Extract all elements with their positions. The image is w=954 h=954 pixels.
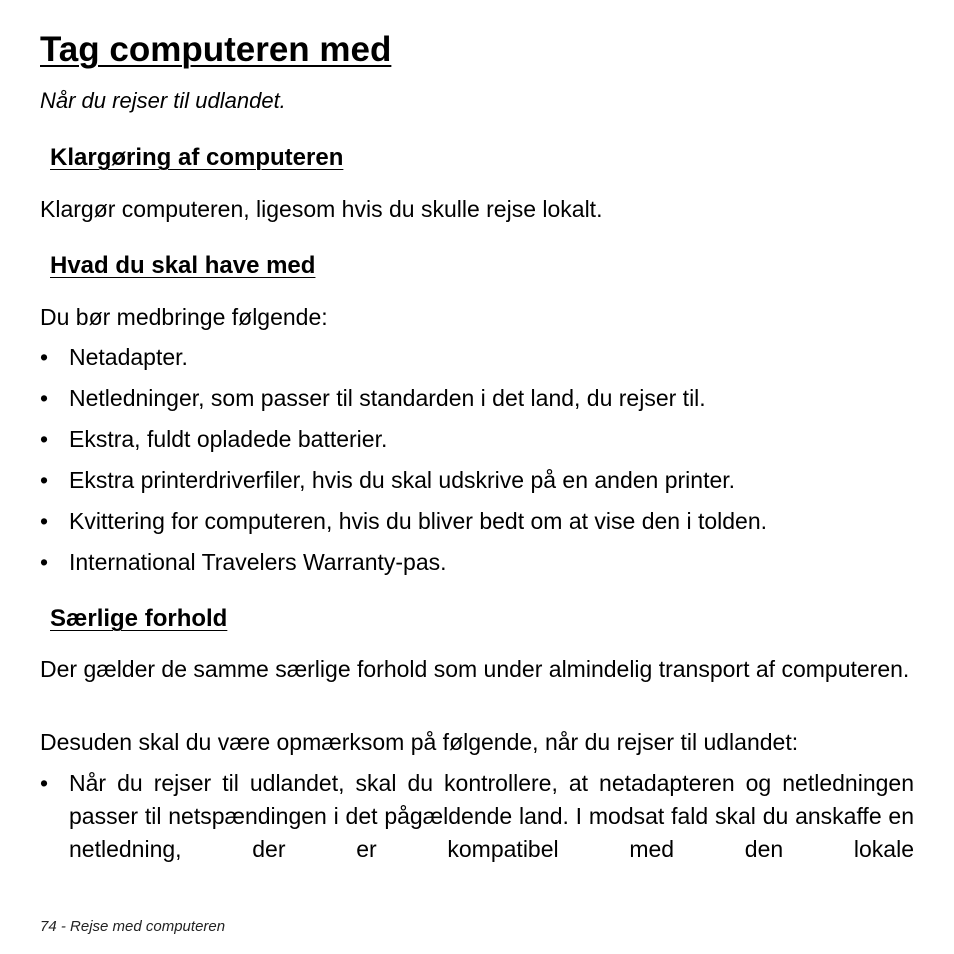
list-item: • Ekstra, fuldt opladede batterier. — [40, 423, 914, 456]
list-item: • Ekstra printerdriverfiler, hvis du skal udskrive på en anden printer. — [40, 464, 914, 497]
preparation-text: Klargør computeren, ligesom hvis du skulle rejse lokalt. — [40, 196, 603, 222]
bullet-icon: • — [40, 344, 49, 370]
page-footer: 74 - Rejse med computeren — [40, 918, 226, 935]
list-item: • Netledninger, som passer til standarden i det land, du rejser til. — [40, 382, 914, 415]
page-subtitle: Når du rejser til udlandet. — [40, 88, 286, 113]
heading-bring: Hvad du skal have med — [50, 252, 316, 279]
bullet-icon: • — [40, 467, 49, 493]
bring-list — [40, 341, 914, 587]
bullet-icon: • — [40, 549, 49, 575]
list-item: • Kvittering for computeren, hvis du bliver bedt om at vise den i tolden. — [40, 505, 914, 538]
special-item-text: Når du rejser til udlandet, skal du kontrollere, at netadapteren og netledningen passer til netspændingen i det pågældende land. I modsat fald skal du anskaffe en netledning, der er kompatibel med den lokale — [69, 770, 914, 862]
heading-preparation: Klargøring af computeren — [50, 144, 344, 171]
bullet-icon: • — [40, 770, 49, 796]
page-title: Tag computeren med — [40, 30, 392, 69]
special-paragraph-1: Der gælder de samme særlige forhold som under almindelig transport af computeren. — [40, 656, 910, 682]
bullet-icon: • — [40, 508, 49, 534]
bullet-icon: • — [40, 385, 49, 411]
special-list-item — [40, 767, 914, 866]
heading-special: Særlige forhold — [50, 605, 228, 632]
special-paragraph-2: Desuden skal du være opmærksom på følgende, når du rejser til udlandet: — [40, 729, 799, 755]
bring-intro: Du bør medbringe følgende: — [40, 304, 328, 330]
list-item: • Netadapter. — [40, 341, 914, 374]
bullet-icon: • — [40, 426, 49, 452]
list-item: • International Travelers Warranty-pas. — [40, 546, 914, 579]
